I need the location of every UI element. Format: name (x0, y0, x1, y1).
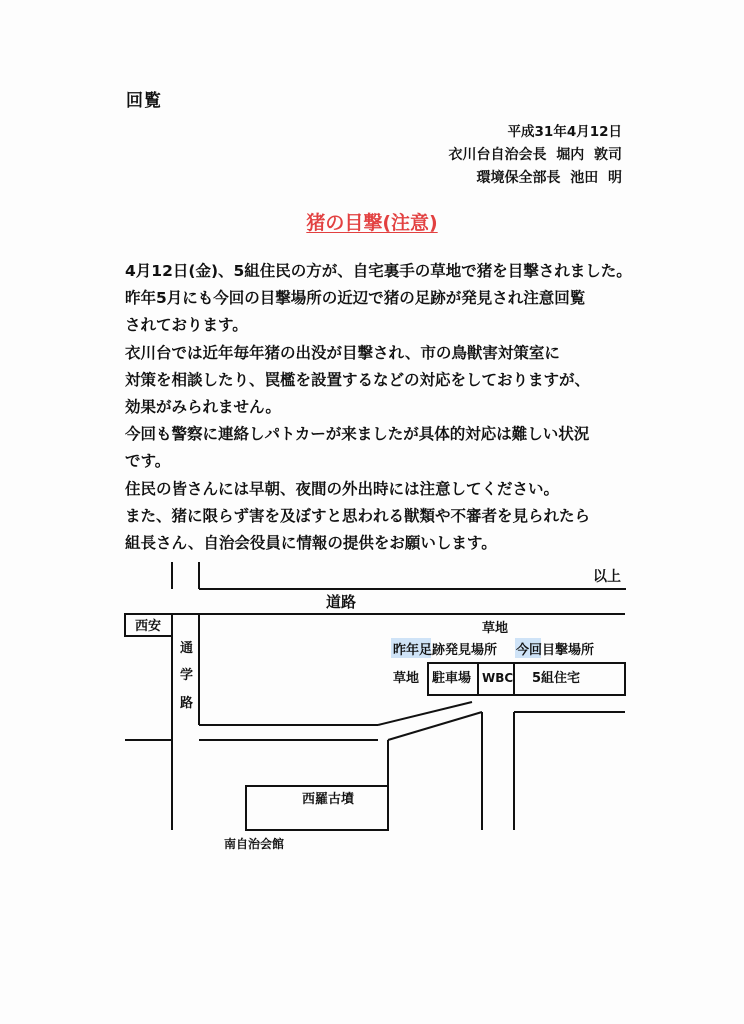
sender-department: 環境保全部長 池田 明 (476, 170, 622, 186)
body-line: 今回も警察に連絡しパトカーが来ましたが具体的対応は難しい状況 (125, 425, 590, 444)
body-line: 衣川台では近年毎年猪の出没が目撃され、市の鳥獣害対策室に (125, 343, 560, 362)
body-line: 4月12日(金)、5組住民の方が、自宅裏手の草地で猪を目撃されました。 (125, 262, 632, 280)
body-line: 昨年5月にも今回の目撃場所の近辺で猪の足跡が発見され注意回覧 (125, 289, 586, 308)
road-edge (378, 702, 472, 725)
nishiyasu-label: 西安 (135, 619, 162, 634)
body-line: されております。 (125, 316, 248, 335)
body-line: また、猪に限らず害を及ぼすと思われる獣類や不審者を見られたら (125, 506, 591, 525)
grass-left-label: 草地 (393, 671, 420, 686)
body-line: 対策を相談したり、罠檻を設置するなどの対応をしておりますが、 (125, 370, 591, 389)
road-label: 道路 (326, 593, 357, 611)
wbc-label: WBC (482, 671, 514, 685)
house-label: 5組住宅 (532, 671, 581, 686)
circular-label: 回覧 (126, 91, 162, 111)
body-line: 組長さん、自治会役員に情報の提供をお願いします。 (125, 534, 497, 553)
road-edge (388, 712, 482, 740)
parking-label: 駐車場 (432, 671, 472, 686)
school-road-label: 学 (180, 668, 194, 683)
grass-top-label: 草地 (482, 621, 509, 636)
sender-chairman: 衣川台自治会長 堀内 敦司 (448, 147, 622, 163)
body-line: 効果がみられません。 (125, 398, 281, 417)
body-line: です。 (125, 452, 171, 471)
body-line: 住民の皆さんには早朝、夜間の外出時には注意してください。 (125, 479, 560, 498)
this-time-spot-label: 今回目撃場所 (516, 643, 595, 658)
notice-title: 猪の目撃(注意) (306, 212, 438, 234)
hall-label: 南自治会館 (224, 837, 285, 851)
closing-text: 以上 (593, 569, 621, 585)
document-date: 平成31年4月12日 (507, 124, 622, 140)
tomb-label: 西羅古墳 (302, 792, 355, 807)
school-road-label: 通 (180, 641, 194, 656)
last-year-spot-label: 昨年足跡発見場所 (393, 643, 498, 658)
map-lines (125, 562, 626, 830)
school-road-label: 路 (180, 696, 194, 711)
